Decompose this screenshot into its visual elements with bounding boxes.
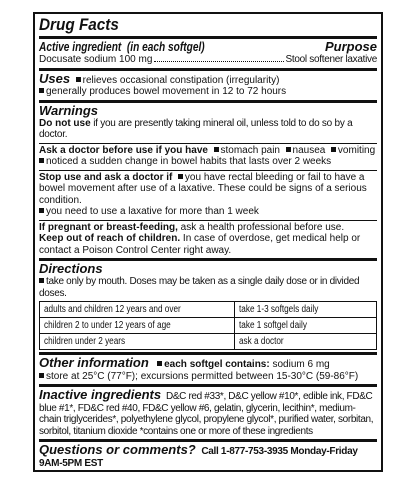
bullet-icon xyxy=(157,361,162,366)
questions-row xyxy=(39,443,377,469)
uses-line-2-row xyxy=(39,86,377,98)
uses-line-1: relieves occasional constipation (irregularity) xyxy=(82,74,280,86)
ask-doctor xyxy=(39,145,377,157)
storage-text: store at 25°C (77°F); excursions permitted between 15-30°C (59-86°F) xyxy=(46,370,359,382)
questions-heading: Questions or comments? xyxy=(39,442,196,457)
softgel-text: sodium 6 mg xyxy=(269,359,330,370)
bullet-icon xyxy=(331,147,336,152)
drug-facts-panel xyxy=(33,12,383,472)
ask-doctor-item: noticed a sudden change in bowel habits that lasts over 2 weeks xyxy=(46,156,332,167)
storage-row xyxy=(39,371,377,383)
questions-phone: Call 1-877-753-3935 Monday-Friday 9AM-5PM EST xyxy=(39,446,358,469)
active-ingredient-purpose: Stool softener laxative xyxy=(285,54,377,65)
pregnancy-label: If pregnant or breast-feeding, xyxy=(39,221,178,233)
active-ingredient-row xyxy=(39,54,377,66)
pregnancy-text: ask a health professional before use. xyxy=(177,221,345,233)
ask-doctor-item: vomiting xyxy=(337,144,376,156)
divider xyxy=(39,68,377,71)
table-cell-age: children 2 to under 12 years of age xyxy=(40,318,235,334)
table-row xyxy=(40,334,377,350)
bullet-icon xyxy=(286,147,291,152)
stop-use-label: Stop use and ask a doctor if xyxy=(39,171,173,183)
pregnancy-warning xyxy=(39,222,377,234)
purpose-heading: Purpose xyxy=(324,39,377,54)
ask-doctor-label: Ask a doctor before use if you have xyxy=(39,144,208,156)
divider xyxy=(39,143,377,144)
softgel-label: each softgel contains: xyxy=(164,359,270,370)
ask-doctor-item-4-row xyxy=(39,156,377,168)
other-information-heading: Other information xyxy=(39,355,149,370)
uses-heading: Uses xyxy=(39,70,71,86)
uses-section xyxy=(39,72,377,87)
stop-use xyxy=(39,172,377,207)
stop-use-item: you need to use a laxative for more than 1 week xyxy=(46,206,259,217)
children-label: Keep out of reach of children. xyxy=(39,233,181,244)
dot-leader xyxy=(154,61,283,62)
bullet-icon xyxy=(39,278,44,283)
table-cell-age: children under 2 years xyxy=(40,334,235,350)
active-ingredient-heading: Active ingredient (in each softgel) xyxy=(39,39,205,54)
stop-use-item-2-row xyxy=(39,206,377,218)
inactive-ingredients-heading: Inactive ingredients xyxy=(39,387,162,402)
directions-intro-row xyxy=(39,276,377,299)
do-not-use-label: Do not use xyxy=(39,117,91,129)
inactive-ingredients-text: D&C red #33*, D&C yellow #10*, edible ink, FD&C blue #1*, FD&C red #40, FD&C yellow #6, gelatin, glycerin, lecithin*, medium-chain triglycerides*, polyethylene glycol, propylene glycol*, purified water, sorbitan, sorbitol, titanium dioxide *contains one or more of these ingredients xyxy=(39,391,374,437)
bullet-icon xyxy=(39,88,44,93)
drug-facts-title: Drug Facts xyxy=(39,15,119,34)
table-cell-dose: take 1 softgel daily xyxy=(235,318,377,334)
table-cell-dose: take 1-3 softgels daily xyxy=(235,302,377,318)
directions-intro: take only by mouth. Doses may be taken as a single daily dose or in divided doses. xyxy=(39,276,360,299)
bullet-icon xyxy=(39,373,44,378)
children-text: In case of overdose, get medical help or contact a Poison Control Center right away. xyxy=(39,233,361,256)
table-row xyxy=(40,302,377,318)
table-cell-age: adults and children 12 years and over xyxy=(40,302,235,318)
stop-use-item: you have rectal bleeding or fail to have a bowel movement after use of a laxative. These could be signs of a serious condition. xyxy=(39,171,367,206)
table-row xyxy=(40,318,377,334)
ask-doctor-item: stomach pain xyxy=(220,144,280,156)
inactive-ingredients xyxy=(39,388,377,437)
active-ingredient-header xyxy=(39,40,377,54)
do-not-use xyxy=(39,118,377,141)
active-ingredient-name: Docusate sodium 100 mg xyxy=(39,54,153,65)
bullet-icon xyxy=(39,208,44,213)
ask-doctor-item: nausea xyxy=(292,144,326,156)
other-information xyxy=(39,356,377,371)
warnings-heading: Warnings xyxy=(39,102,98,118)
bullet-icon xyxy=(39,158,44,163)
dosage-table xyxy=(39,301,377,350)
divider xyxy=(39,220,377,221)
uses-line-2: generally produces bowel movement in 12 to 72 hours xyxy=(46,86,287,97)
table-cell-dose: ask a doctor xyxy=(235,334,377,350)
divider xyxy=(39,170,377,171)
children-warning xyxy=(39,233,377,256)
do-not-use-text: if you are presently taking mineral oil, unless told to do so by a doctor. xyxy=(39,117,353,140)
bullet-icon xyxy=(178,174,183,179)
directions-heading: Directions xyxy=(39,261,103,276)
bullet-icon xyxy=(76,77,81,82)
bullet-icon xyxy=(214,147,219,152)
